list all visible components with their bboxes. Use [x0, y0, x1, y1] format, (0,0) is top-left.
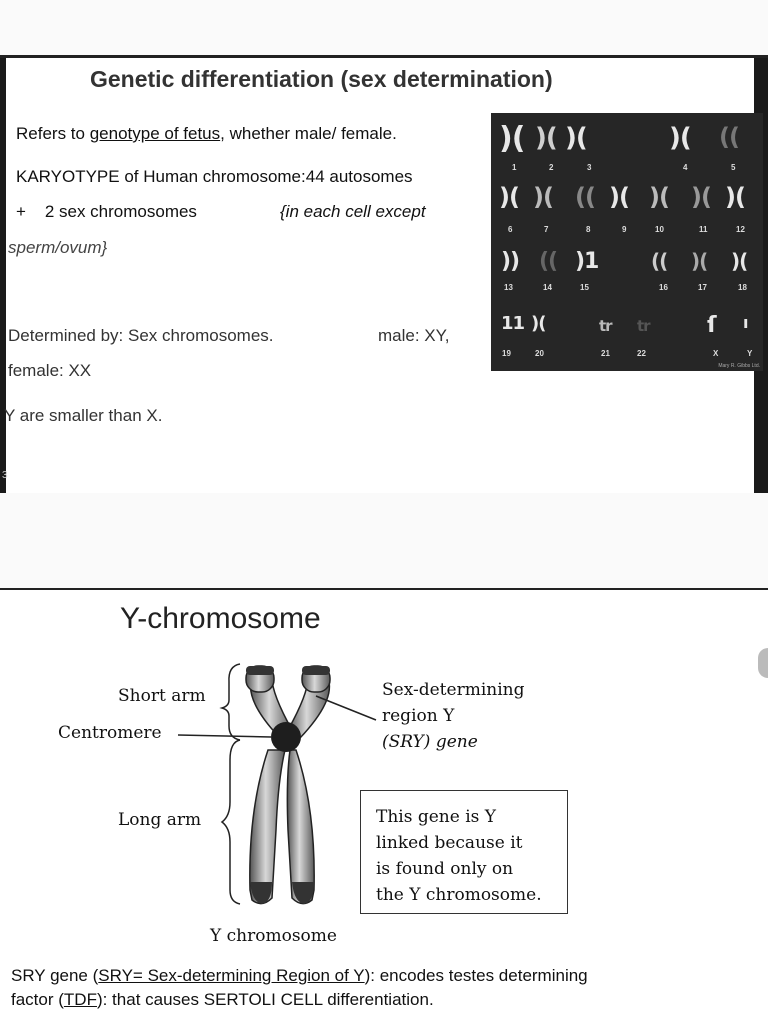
chromosome-5: ((: [719, 123, 739, 151]
short-arm-brace: [222, 664, 240, 740]
long-arm-right: [287, 750, 314, 904]
chr-num-21: 21: [601, 349, 610, 358]
chromosome-11: )(: [691, 183, 711, 211]
centromere-dot: [271, 722, 301, 752]
chromosome-19: 11: [501, 313, 525, 334]
y-linked-note-box: [360, 790, 568, 914]
tdf-a: factor (: [11, 990, 64, 1009]
chromosome-15: )1: [575, 249, 599, 274]
sry-definition-line-2: [11, 990, 434, 1010]
chromosome-x: ſ: [707, 313, 716, 338]
tdf-c: ): that causes SERTOLI CELL differentiation.: [96, 990, 434, 1009]
chr-num-4: 4: [683, 163, 688, 172]
note-line-4: the Y chromosome.: [376, 885, 542, 905]
y-smaller-text: Y are smaller than X.: [4, 406, 163, 425]
chr-num-10: 10: [655, 225, 664, 234]
long-arm-label: Long arm: [118, 810, 202, 830]
chr-num-x: X: [713, 349, 719, 358]
chromosome-4: )(: [669, 123, 691, 153]
note-line-1: This gene is Y: [376, 807, 496, 827]
chr-num-17: 17: [698, 283, 707, 292]
chromosome-3: )(: [565, 123, 587, 153]
sry-label-3: (SRY) gene: [382, 732, 478, 752]
long-arm-brace: [222, 740, 240, 904]
chromosome-1: )(: [499, 121, 525, 156]
slide-sex-determination: [0, 55, 768, 493]
genotype-line: [16, 124, 397, 144]
chr-num-6: 6: [508, 225, 513, 234]
slide2-title: Y-chromosome: [120, 602, 321, 635]
chromosome-20: )(: [531, 313, 546, 334]
centromere-label: Centromere: [58, 723, 162, 743]
chr-num-12: 12: [736, 225, 745, 234]
chr-num-8: 8: [586, 225, 591, 234]
sry-label-1: Sex-determining: [382, 680, 525, 700]
chromosome-22: tr: [637, 317, 650, 335]
genotype-suffix: , whether male/ female.: [220, 124, 397, 143]
short-arm-label: Short arm: [118, 686, 206, 706]
chr-num-14: 14: [543, 283, 552, 292]
chromosome-14: ((: [539, 249, 558, 274]
chromosome-13: )): [501, 249, 520, 274]
chr-num-16: 16: [659, 283, 668, 292]
chr-num-7: 7: [544, 225, 549, 234]
chromosome-16: ((: [651, 249, 668, 273]
slide1-title: Genetic differentiation (sex determination): [90, 66, 553, 92]
chr-num-13: 13: [504, 283, 513, 292]
slide-y-chromosome: [0, 588, 768, 1026]
page-mark: 3: [2, 470, 8, 481]
chromosome-8: ((: [575, 183, 595, 211]
chr-num-22: 22: [637, 349, 646, 358]
chr-num-3: 3: [587, 163, 592, 172]
chromosome-9: )(: [609, 183, 629, 211]
chromosome-21: tr: [599, 317, 612, 335]
chromosome-2: )(: [535, 123, 557, 153]
tdf-link: TDF: [63, 990, 97, 1009]
sex-chromosomes-line: + 2 sex chromosomes: [16, 202, 197, 221]
female-xx-text: female: XX: [8, 361, 92, 380]
note-line-3: is found only on: [376, 859, 514, 879]
chr-num-9: 9: [622, 225, 627, 234]
genotype-link: genotype of fetus: [89, 124, 221, 143]
slide-left-border: [0, 58, 6, 493]
chr-num-20: 20: [535, 349, 544, 358]
chr-num-2: 2: [549, 163, 554, 172]
sry-label-2: region Y: [382, 706, 455, 726]
long-arm-left: [250, 750, 285, 904]
chr-num-y: Y: [747, 349, 753, 358]
chromosome-17: )(: [691, 249, 708, 273]
sperm-ovum-note: sperm/ovum}: [8, 238, 108, 257]
except-note: {in each cell except: [280, 202, 426, 221]
chr-num-18: 18: [738, 283, 747, 292]
chromosome-7: )(: [533, 183, 553, 211]
genotype-prefix: Refers to: [16, 124, 90, 143]
chromosome-10: )(: [649, 183, 669, 211]
karyotype-line: KARYOTYPE of Human chromosome:44 autosomes: [16, 167, 413, 186]
karyotype-image: [491, 113, 763, 371]
image-credit: Mary R. Gibbs Ltd.: [718, 363, 760, 369]
chr-num-1: 1: [512, 163, 517, 172]
chr-num-19: 19: [502, 349, 511, 358]
chromosome-12: )(: [725, 183, 745, 211]
diagram-caption: Y chromosome: [210, 926, 337, 946]
note-line-2: linked because it: [376, 833, 523, 853]
chromosome-y: ı: [743, 313, 748, 332]
centromere-pointer: [178, 735, 271, 737]
determined-by-line: Determined by: Sex chromosomes.: [8, 326, 274, 345]
sry-def-link: SRY= Sex-determining Region of Y: [98, 966, 365, 985]
sry-definition-line-1: [11, 966, 588, 986]
sry-def-a: SRY gene (: [11, 966, 99, 985]
chr-num-5: 5: [731, 163, 736, 172]
chr-num-11: 11: [699, 225, 708, 234]
male-xy-text: male: XY,: [378, 326, 450, 345]
chromosome-6: )(: [499, 183, 519, 211]
sry-def-c: ): encodes testes determining: [364, 966, 588, 985]
chr-num-15: 15: [580, 283, 589, 292]
chromosome-18: )(: [731, 249, 748, 273]
sry-pointer: [316, 696, 376, 720]
